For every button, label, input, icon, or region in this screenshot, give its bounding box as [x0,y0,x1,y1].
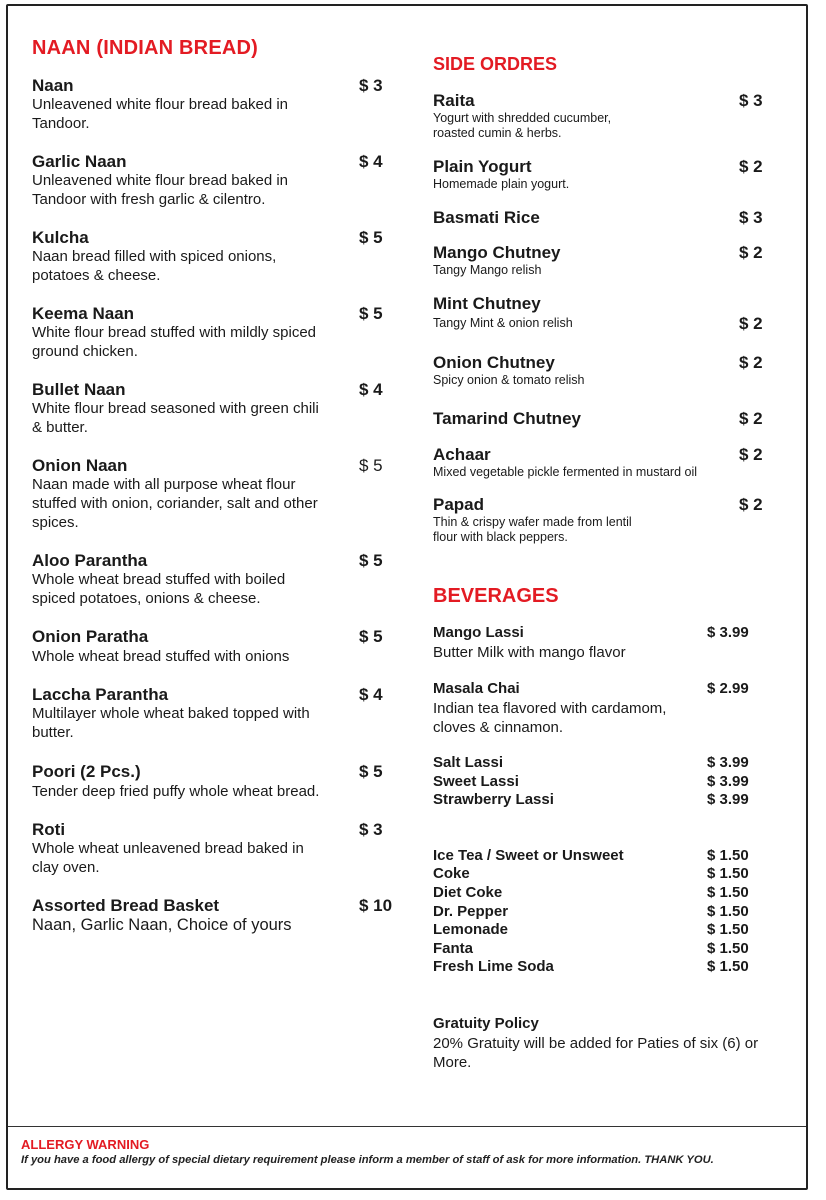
side-item-price: $ 3 [739,208,763,227]
beverage-desc: Butter Milk with mango flavor [433,644,626,661]
side-item-price: $ 2 [739,445,763,464]
menu-item-name: Roti [32,820,66,839]
menu-item-price: $ 5 [359,456,383,475]
side-item-desc: Tangy Mint & onion relish [433,316,573,330]
beverage-price: $ 1.50 [707,958,749,975]
side-item-desc: Mixed vegetable pickle fermented in mustard oil [433,465,698,479]
side-item-name: Papad [433,495,485,514]
menu-item-name: Kulcha [32,228,89,247]
beverage-name: Ice Tea / Sweet or Unsweet [433,847,624,864]
menu-item-desc: Whole wheat bread stuffed with onions [32,648,290,665]
menu-item-name: Onion Naan [32,456,128,475]
gratuity-title: Gratuity Policy [433,1015,539,1032]
side-item-desc: Spicy onion & tomato relish [433,373,585,387]
side-item-price: $ 3 [739,91,763,110]
side-item-name: Tamarind Chutney [433,409,581,428]
menu-item-desc: White flour bread stuffed with mildly spiced ground chicken. [32,324,317,360]
beverage-price: $ 1.50 [707,940,749,957]
side-item-desc: Thin & crispy wafer made from lentil flour with black peppers. [433,515,632,544]
beverage-name: Masala Chai [433,680,520,697]
menu-item-price: $ 4 [359,685,383,704]
menu-item-name: Aloo Parantha [32,551,148,570]
side-item-desc: Homemade plain yogurt. [433,177,570,191]
menu-item-desc: Unleavened white flour bread baked in Tandoor. [32,96,289,132]
beverage-name: Diet Coke [433,884,503,901]
side-item-desc: Yogurt with shredded cucumber, roasted cumin & herbs. [433,111,612,140]
menu-item-price: $ 5 [359,551,383,570]
side-item-price: $ 2 [739,314,763,333]
allergy-text: If you have a food allergy of special dietary requirement please inform a member of staff of ask for more information. THANK YOU. [21,1154,714,1166]
menu-item-name: Assorted Bread Basket [32,896,220,915]
menu-item-desc: Multilayer whole wheat baked topped with butter. [32,705,310,741]
menu-item-desc: Unleavened white flour bread baked in Tandoor with fresh garlic & cilentro. [32,172,289,208]
menu-item-price: $ 4 [359,380,383,399]
menu-item-desc: Tender deep fried puffy whole wheat bread. [32,783,320,800]
beverage-desc: Indian tea flavored with cardamom, cloves & cinnamon. [433,700,667,736]
side-item-name: Mango Chutney [433,243,561,262]
beverages-title: BEVERAGES [433,585,559,607]
menu-item-name: Laccha Parantha [32,685,169,704]
beverage-price: $ 3.99 [707,791,749,808]
menu-item-name: Onion Paratha [32,627,149,646]
side-item-price: $ 2 [739,243,763,262]
menu-item-name: Poori (2 Pcs.) [32,762,141,781]
allergy-title: ALLERGY WARNING [21,1137,150,1152]
side-item-name: Raita [433,91,475,110]
menu-item-price: $ 5 [359,762,383,781]
beverage-name: Strawberry Lassi [433,791,554,808]
side-item-price: $ 2 [739,495,763,514]
menu-item-name: Bullet Naan [32,380,126,399]
beverage-name: Fresh Lime Soda [433,958,554,975]
menu-item-desc: Naan bread filled with spiced onions, potatoes & cheese. [32,248,277,284]
side-item-price: $ 2 [739,409,763,428]
gratuity-text: 20% Gratuity will be added for Paties of six (6) or More. [433,1035,759,1071]
beverage-name: Coke [433,865,470,882]
menu-item-desc: Whole wheat unleavened bread baked in clay oven. [32,840,304,876]
side-item-name: Basmati Rice [433,208,540,227]
side-item-name: Plain Yogurt [433,157,532,176]
menu-item-desc: Naan made with all purpose wheat flour stuffed with onion, coriander, salt and other spices. [32,476,318,531]
menu-item-price: $ 4 [359,152,383,171]
beverage-price: $ 1.50 [707,921,749,938]
menu-item-price: $ 5 [359,627,383,646]
side-item-desc: Tangy Mango relish [433,263,542,277]
side-orders-title: SIDE ORDRES [433,54,558,74]
menu-item-desc: White flour bread seasoned with green chili & butter. [32,400,319,436]
side-item-price: $ 2 [739,353,763,372]
beverage-price: $ 2.99 [707,680,749,697]
beverage-name: Fanta [433,940,474,957]
side-item-name: Onion Chutney [433,353,555,372]
menu-item-price: $ 5 [359,304,383,323]
side-item-name: Mint Chutney [433,294,541,313]
beverage-price: $ 1.50 [707,884,749,901]
naan-section-title: NAAN (INDIAN BREAD) [32,37,259,59]
beverage-price: $ 1.50 [707,847,749,864]
beverage-price: $ 1.50 [707,865,749,882]
beverage-price: $ 1.50 [707,903,749,920]
side-item-name: Achaar [433,445,491,464]
menu-item-desc: Naan, Garlic Naan, Choice of yours [32,916,292,934]
menu-item-name: Garlic Naan [32,152,127,171]
beverage-name: Lemonade [433,921,509,938]
menu-item-price: $ 3 [359,76,383,95]
beverage-price: $ 3.99 [707,624,749,641]
menu-item-desc: Whole wheat bread stuffed with boiled spiced potatoes, onions & cheese. [32,571,286,607]
beverage-name: Mango Lassi [433,624,524,641]
menu-item-price: $ 3 [359,820,383,839]
menu-item-price: $ 10 [359,896,393,915]
beverage-name: Dr. Pepper [433,903,509,920]
menu-item-name: Keema Naan [32,304,135,323]
beverage-price: $ 3.99 [707,754,749,771]
side-item-price: $ 2 [739,157,763,176]
beverage-name: Salt Lassi [433,754,504,771]
beverage-price: $ 3.99 [707,773,749,790]
menu-item-price: $ 5 [359,228,383,247]
menu-item-name: Naan [32,76,74,95]
beverage-name: Sweet Lassi [433,773,519,790]
